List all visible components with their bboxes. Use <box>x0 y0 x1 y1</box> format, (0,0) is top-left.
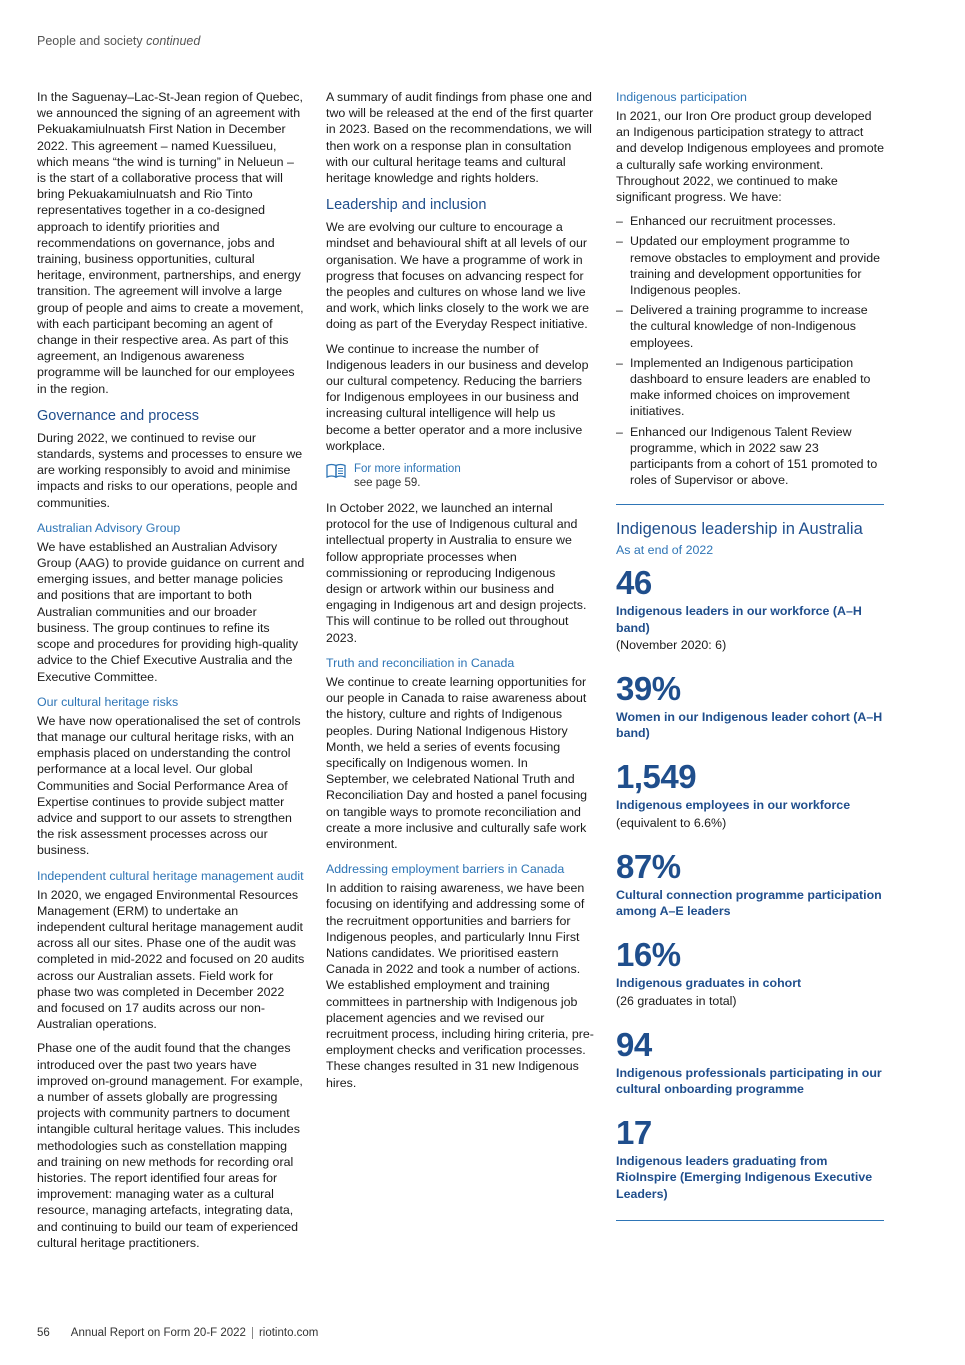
stat-value: 16% <box>616 936 681 974</box>
divider <box>616 1220 884 1221</box>
sidebar-title: Indigenous leadership in Australia <box>616 520 863 539</box>
paragraph-employment-barriers: In addition to raising awareness, we have been focusing on identifying and addressing some of the recruitment opportunities and barriers for Indigenous peoples, and particularly Innu First Nations candidates. We prioritised eastern Canada in 2022 and took a number of actions. We established employment and training committees in partnership with Indigenous job placement agencies and we revised our recruitment process, including hiring criteria, pre-employment checks and verification processes. These changes resulted in 31 new Indigenous hires. <box>326 881 594 1090</box>
paragraph-indigenous-participation: In 2021, our Iron Ore product group developed an Indigenous participation strategy to attract and develop Indigenous employees and promote a culturally safe working environment. Throughout 2022, we continued to make significant progress. We have: <box>616 109 884 205</box>
stat-note: (equivalent to 6.6%) <box>616 815 727 830</box>
paragraph-leadership-leaders: We continue to increase the number of Indigenous leaders in our business and develop our cultural competency. Reducing the barriers for Indigenous employees in our business and increasing cultural intelligence will help us become a better operator and a more inclusive workplace. <box>326 341 589 453</box>
stat-block <box>616 1027 884 1097</box>
list-item: – Enhanced our recruitment processes. <box>616 214 836 229</box>
actions-list <box>616 213 884 488</box>
stat-block <box>616 937 884 1008</box>
list-item: – Implemented an Indigenous participation dashboard to ensure leaders are enabled to make informed choices on improvement initiatives. <box>616 355 871 419</box>
list-item: – Updated our employment programme to remove obstacles to employment and provide training and development opportunities for Indigenous peoples. <box>616 234 881 298</box>
section-title: People and society <box>37 34 143 48</box>
section-suffix: continued <box>146 34 201 48</box>
stat-label: Indigenous leaders graduating from RioInspire (Emerging Indigenous Executive Leaders) <box>616 1154 873 1201</box>
paragraph-audit-summary: A summary of audit findings from phase one and two will be released at the end of the first quarter in 2023. Based on the recommendations, we will then work on a response plan in consultation with our cultural heritage teams and cultural heritage knowledge and rights holders. <box>326 90 594 186</box>
heading-leadership: Leadership and inclusion <box>326 197 487 214</box>
paragraph-ip-protocol: In October 2022, we launched an internal protocol for the use of Indigenous cultural and intellectual property in Australia to ensure we follow appropriate processes when commissioning or reproducing Indigenous design or artwork within our business and engaging in Indigenous art and design projects. This will continue to be rolled out throughout 2023. <box>326 501 587 645</box>
stat-label: Indigenous graduates in cohort <box>616 976 802 991</box>
paragraph-advisory-group: We have established an Australian Advisory Group (AAG) to provide guidance on current and emerging issues, and better manage policies and positions that are important to both Australian communities and our broader business. The group continues to refine its scope and procedures for providing high-quality advice to the Chief Executive Australia and the Executive Committee. <box>37 539 305 684</box>
paragraph-truth-reconciliation: We continue to create learning opportunities for our people in Canada to raise awareness about the history, culture and rights of Indigenous peoples. During National Indigenous History Month, we held a series of events focusing specifically on Indigenous women. In September, we celebrated National Truth and Reconciliation Day and hosted a panel focusing on tangible ways to promote reconciliation and create a more inclusive and culturally safe work environment. <box>326 674 588 851</box>
column-middle <box>326 89 594 1099</box>
stat-block <box>616 565 884 653</box>
column-right <box>616 89 884 1235</box>
stat-value: 1,549 <box>616 758 697 796</box>
heading-truth-reconciliation: Truth and reconciliation in Canada <box>326 655 515 670</box>
more-info-title: For more information <box>354 463 461 476</box>
column-left <box>37 89 305 1259</box>
more-information-callout[interactable] <box>326 462 594 490</box>
page-number: 56 <box>37 1327 50 1339</box>
stat-label: Cultural connection programme participation among A–E leaders <box>616 887 882 919</box>
heading-heritage-risks: Our cultural heritage risks <box>37 694 179 709</box>
divider <box>616 504 884 505</box>
sidebar-subtitle: As at end of 2022 <box>616 543 714 558</box>
stat-block <box>616 849 884 919</box>
heading-heritage-audit: Independent cultural heritage management audit <box>37 868 304 883</box>
footer-separator <box>252 1327 253 1339</box>
stat-value: 94 <box>616 1025 652 1063</box>
stat-block <box>616 671 884 741</box>
stat-label: Indigenous employees in our workforce <box>616 798 851 813</box>
stat-label: Women in our Indigenous leader cohort (A–H band) <box>616 710 883 741</box>
page-footer <box>37 1327 318 1339</box>
more-info-page-ref[interactable]: see page 59. <box>354 477 421 490</box>
stat-value: 39% <box>616 670 681 708</box>
heading-governance: Governance and process <box>37 407 200 424</box>
paragraph-governance: During 2022, we continued to revise our standards, systems and processes to ensure we are working responsibly to avoid and minimise impacts and risks to our operations, people and communities. <box>37 430 303 510</box>
stat-value: 46 <box>616 564 652 602</box>
stat-block <box>616 759 884 830</box>
open-book-icon <box>326 463 348 483</box>
stat-label: Indigenous professionals participating in our cultural onboarding programme <box>616 1065 882 1096</box>
list-item: – Delivered a training programme to increase the cultural knowledge of non-Indigenous employees. <box>616 303 868 350</box>
report-title: Annual Report on Form 20-F 2022 <box>70 1327 246 1339</box>
heading-employment-barriers: Addressing employment barriers in Canada <box>326 862 565 877</box>
paragraph-audit-scope: In 2020, we engaged Environmental Resources Management (ERM) to undertake an independent cultural heritage management audit across all our sites. Phase one of the audit was completed in mid-2022 and focused on 20 audits across our Australian assets. Field work for phase two was completed in December 2022 and focused on 17 audits across our non-Australian operations. <box>37 887 305 1032</box>
stat-note: (November 2020: 6) <box>616 637 727 652</box>
stat-label: Indigenous leaders in our workforce (A–H band) <box>616 604 862 635</box>
list-item: – Enhanced our Indigenous Talent Review programme, which in 2022 saw 23 participants from a cohort of 151 promoted to roles of Supervisor or above. <box>616 424 878 488</box>
stat-value: 17 <box>616 1114 652 1152</box>
running-header <box>37 34 200 48</box>
paragraph-heritage-risks: We have now operationalised the set of controls that manage our cultural heritage risks, with an emphasis placed on understanding the control performance at a local level. Our global Communities and Social Performance Area of Expertise continues to provide subject matter advice and support to our assets to strengthen the risk assessment processes across our business. <box>37 713 301 858</box>
stat-value: 87% <box>616 847 681 885</box>
website-link[interactable]: riotinto.com <box>258 1327 319 1339</box>
heading-advisory-group: Australian Advisory Group <box>37 520 181 535</box>
heading-indigenous-participation: Indigenous participation <box>616 90 747 104</box>
paragraph-leadership-culture: We are evolving our culture to encourage a mindset and behavioural shift at all levels of our organisation. We have a programme of work in progress that focuses on advancing respect for the peoples and cultures on whose land we live and work, which links closely to the work we are doing as part of the Everyday Respect initiative. <box>326 220 590 332</box>
stat-block <box>616 1115 884 1202</box>
paragraph-audit-findings: Phase one of the audit found that the changes introduced over the past two years have improved on-ground management. For example, a number of assets globally are progressing projects with community partners to document intangible cultural heritage values. This includes methodologies such as constellation mapping and training on new methods for recording oral histories. The report identified four areas for improvement: managing water as a cultural resource, managing artefacts, integrating data, and continuing to build our team of experienced cultural heritage practitioners. <box>37 1041 303 1250</box>
paragraph-kuessilueu: In the Saguenay–Lac-St-Jean region of Quebec, we announced the signing of an agreement with Pekuakamiulnuatsh First Nation in December 2022. This agreement – named Kuessilueu, which means “the wind is turning” in Nelueun – is the start of a collaborative process that will bring Pekuakamiulnuatsh and Rio Tinto representatives together in a co-designed approach to identify priorities and recommendations on governance, jobs and training, business opportunities, cultural heritage, environment, partnerships, and energy transition. The agreement will involve a large group of people and aims to create a movement, with each participant becoming an agent of change in their respective area. As part of this agreement, an Indigenous awareness programme will be launched for our employees in the region. <box>37 90 304 396</box>
stat-note: (26 graduates in total) <box>616 993 737 1008</box>
